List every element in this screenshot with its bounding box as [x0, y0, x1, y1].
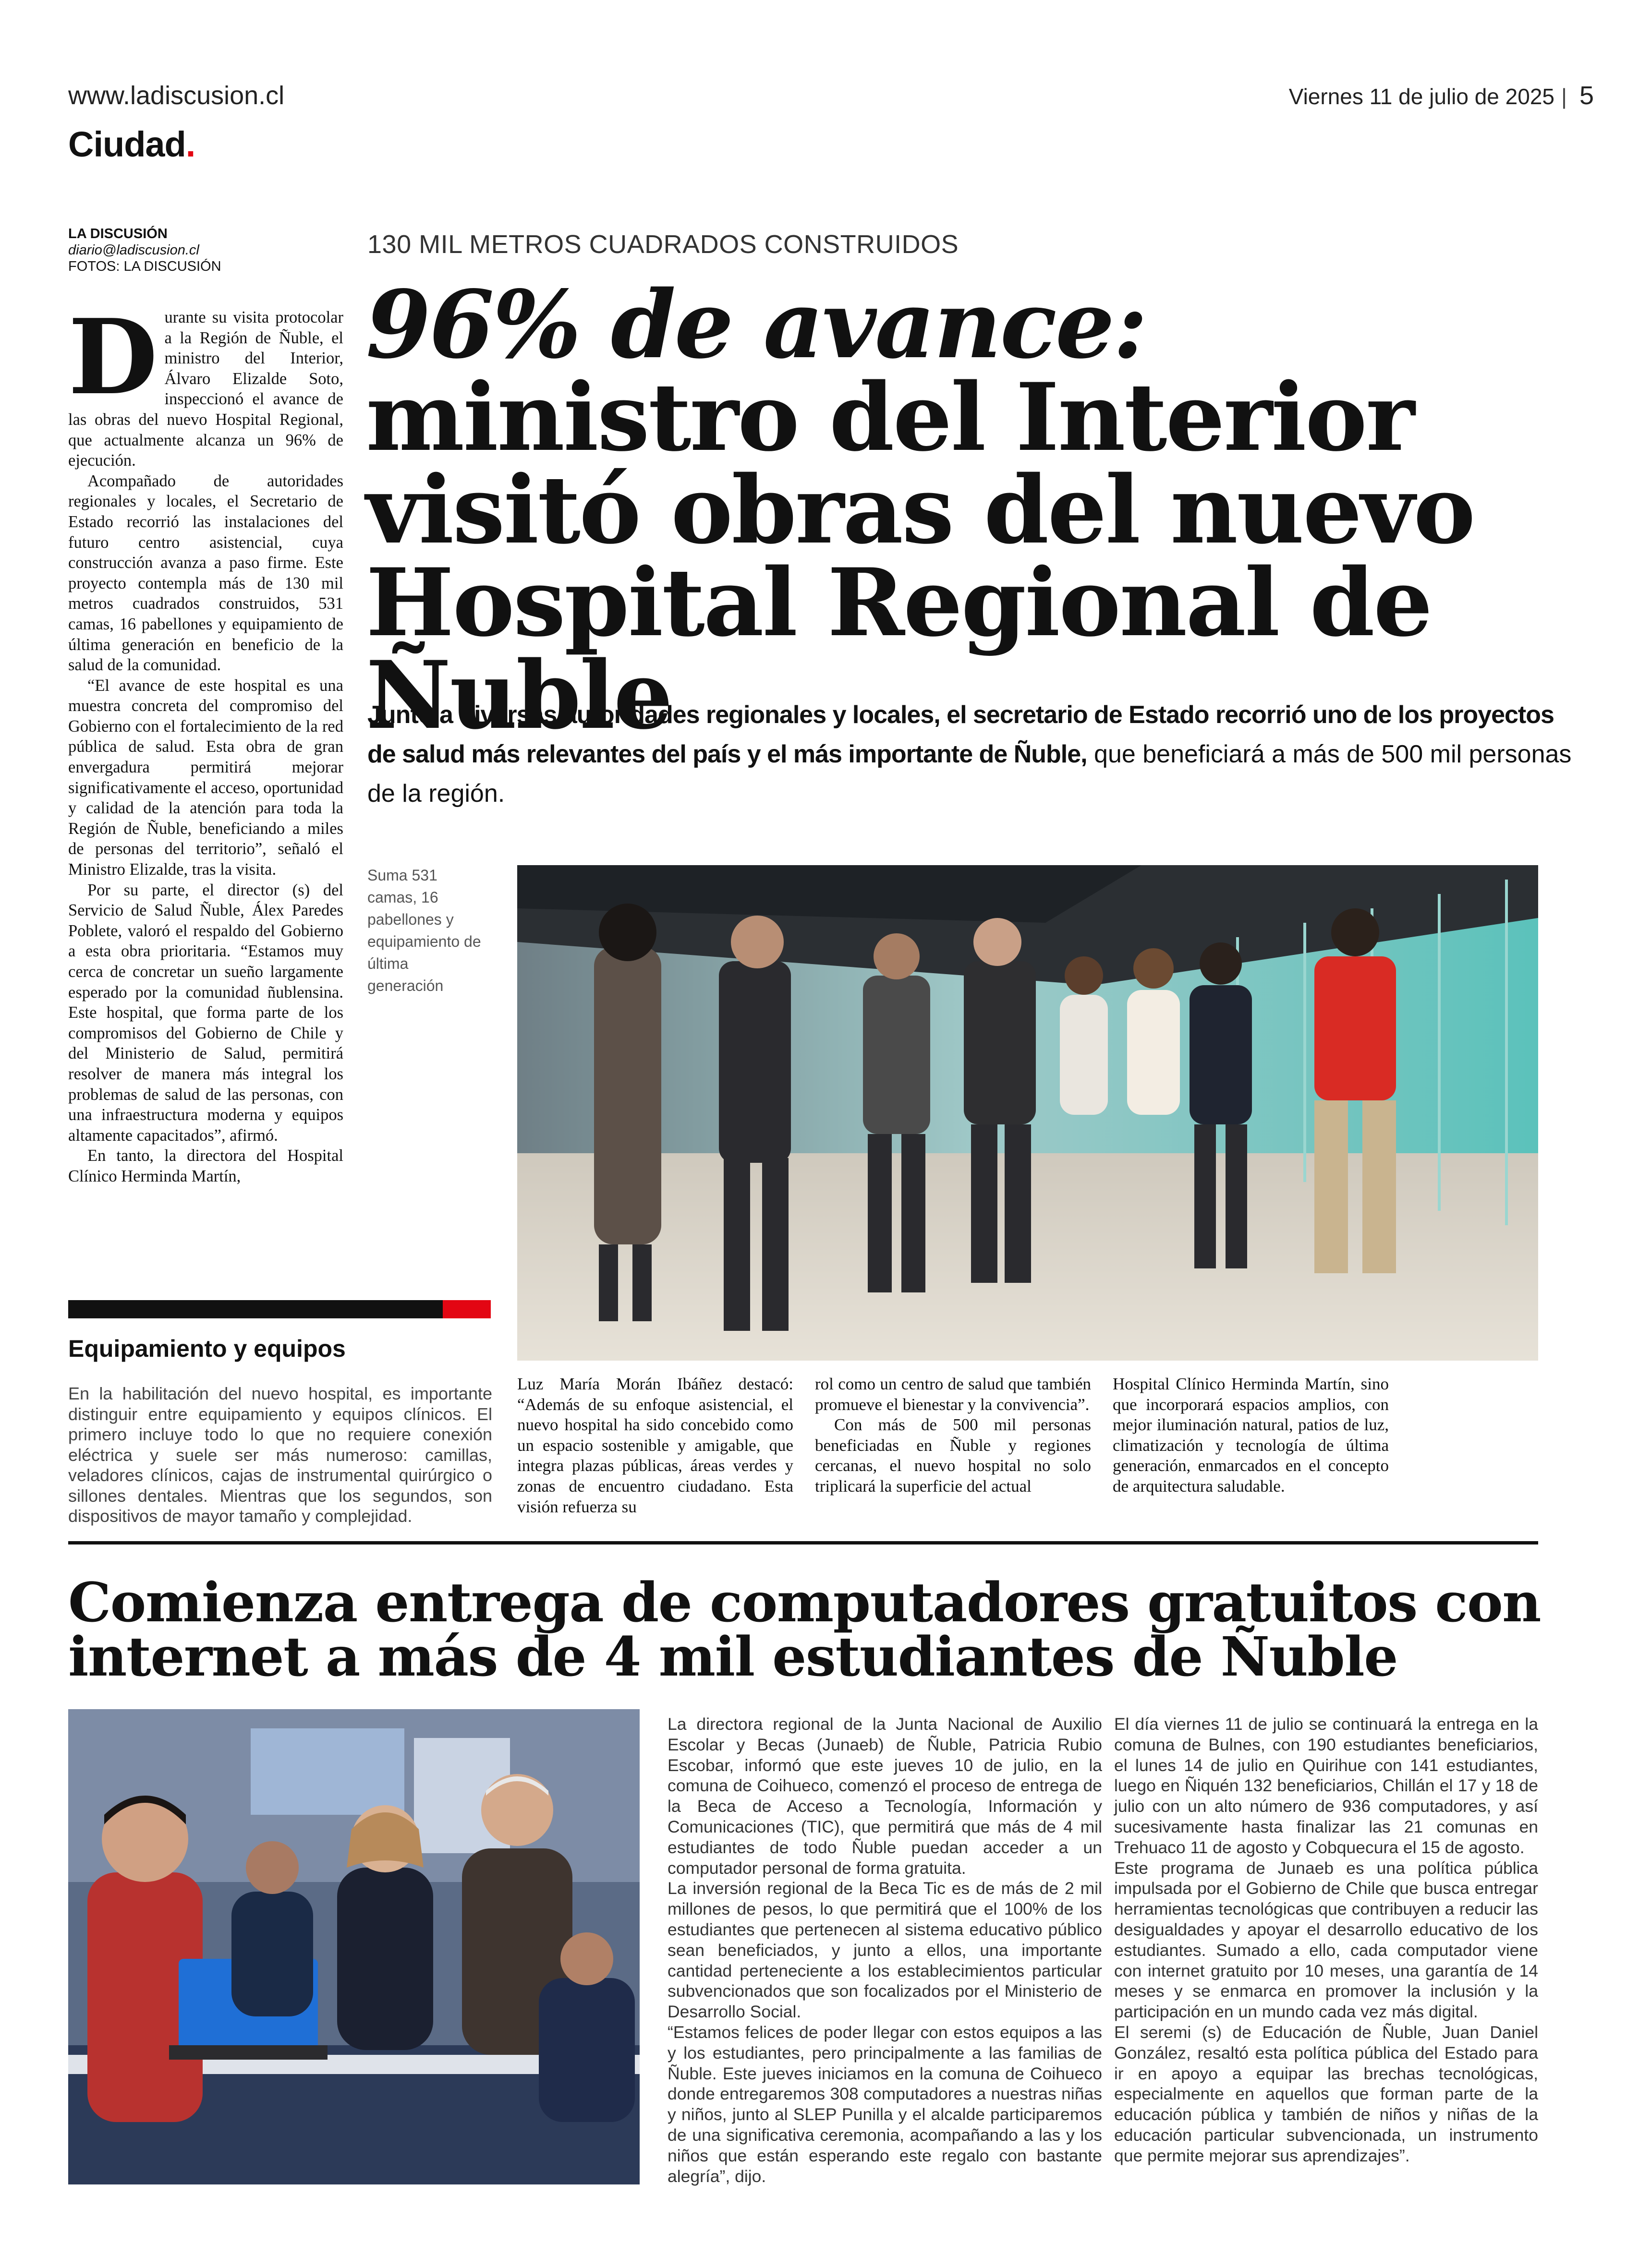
article2-paragraph: “Estamos felices de poder llegar con estos equipos a las y los estudiantes, pero principalmente a las familias de Ñuble. Este jueves iniciamos en la comuna de Coihueco donde entregaremos 308 computadores a nuestras niñas y niños, junto al SLEP Punilla y el alcalde participaremos de una significativa ceremonia, acompañando a las y los niños que están esperando este regalo con bastante alegría”, dijo. — [668, 2022, 1102, 2186]
dateline: Viernes 11 de julio de 2025 | 5 — [1288, 81, 1594, 110]
article-paragraph: “El avance de este hospital es una muestra concreta del compromiso del Gobierno con el fortalecimiento de la red pública de salud. Esta obra de gran envergadura permitirá mejorar significativamente el acceso, oportunidad y calidad de la atención para toda la Región de Ñuble, beneficiando a miles de personas del territorio”, señaló el Ministro Elizalde, tras la visita. — [68, 676, 343, 879]
lede-rest: que beneficiará a más de 500 mil personas de la región. — [367, 740, 1572, 808]
lede-bold: Junto a diversas autoridades regionales y locales, el secretario de Estado recorrió uno de los proyectos de salud más relevantes del país y el más importante de Ñuble, — [367, 701, 1554, 768]
article2-column-1 — [668, 1714, 1102, 2186]
article-body-left-column — [68, 296, 343, 1187]
article-lede — [367, 695, 1587, 813]
article-body-column-2 — [517, 1374, 793, 1517]
sidebar-rule-black — [68, 1300, 443, 1318]
article2-headline: Comienza entrega de computadores gratuitos con internet a más de 4 mil estudiantes de Ñuble — [68, 1571, 1541, 1689]
article2-paragraph: Este programa de Junaeb es una política pública impulsada por el Gobierno de Chile que busca entregar herramientas tecnológicas que contribuyen a reducir las desigualdades y apoyar el desarrollo educativo de los estudiantes. Sumado a ello, cada computador viene con internet gratuito por 10 meses, una garantía de 14 meses y se enmarca en promover la inclusión y la participación en un mundo cada vez más digital. — [1114, 1858, 1538, 2022]
article-divider — [68, 1541, 1538, 1544]
headline-rest: ministro del Interior visitó obras del nuevo Hospital Regional de Ñuble — [366, 362, 1474, 750]
byline — [68, 226, 221, 275]
article-paragraph: Hospital Clínico Herminda Martín, sino que incorporará espacios amplios, con mejor iluminación natural, patios de luz, climatización y tecnología de última generación, enmarcados en el concepto de arquitectura saludable. — [1113, 1375, 1389, 1496]
article-paragraph: En tanto, la directora del Hospital Clínico Herminda Martín, — [68, 1146, 343, 1185]
article-paragraph: Durante su visita protocolar a la Región de Ñuble, el ministro del Interior, Álvaro Elizalde Soto, inspeccionó el avance de las obras del nuevo Hospital Regional, que actualmente alcanza un 96% de ejecución. — [68, 296, 343, 470]
photo-caption: Suma 531 camas, 16 pabellones y equipamiento de última generación — [367, 867, 481, 994]
article-paragraph: Acompañado de autoridades regionales y locales, el Secretario de Estado recorrió las instalaciones del futuro centro asistencial, cuya construcción avanza a paso firme. Este proyecto contempla más de 130 mil metros cuadrados construidos, 531 camas, 16 pabellones y equipamiento de última generación en beneficio de la salud de la comunidad. — [68, 471, 343, 675]
headline-italic: 96% de avance: — [366, 270, 1146, 379]
section-dot: . — [185, 124, 195, 164]
laptop-delivery-photo — [68, 1709, 640, 2184]
article-paragraph: Con más de 500 mil personas beneficiadas en Ñuble y regiones cercanas, el nuevo hospital no solo triplicará la superficie del actual — [815, 1415, 1091, 1496]
article-body-column-4 — [1113, 1374, 1389, 1497]
sidebar-rule-red — [443, 1300, 491, 1318]
page-number: 5 — [1579, 81, 1594, 110]
article2-paragraph: La inversión regional de la Beca Tic es de más de 2 mil millones de pesos, lo que permitirá que el 100% de los estudiantes que pertenecen al sistema educativo público sean beneficiados, y junto a ellos, una importante cantidad perteneciente a los establecimientos particular subvencionados que son focalizados por el Ministerio de Desarrollo Social. — [668, 1879, 1102, 2022]
date-text: Viernes 11 de julio de 2025 — [1288, 84, 1554, 109]
section-title — [68, 124, 195, 165]
section-name: Ciudad — [68, 124, 186, 164]
byline-outlet: LA DISCUSIÓN — [68, 226, 168, 241]
article-kicker: 130 MIL METROS CUADRADOS CONSTRUIDOS — [367, 230, 959, 259]
article2-paragraph: El seremi (s) de Educación de Ñuble, Juan Daniel González, resaltó esta política pública del Estado para ir en apoyo a equipar las brechas tecnológicas, especialmente en aquellos que forman parte de la educación pública y también de niños y niñas de la educación particular subvencionada, un instrumento que permite mejorar sus aprendizajes”. — [1114, 2022, 1538, 2165]
byline-email: diario@ladiscusion.cl — [68, 242, 199, 258]
drop-cap: D — [68, 296, 158, 418]
article2-column-2 — [1114, 1714, 1538, 2166]
article-paragraph: Por su parte, el director (s) del Servicio de Salud Ñuble, Álex Paredes Poblete, valoró el respaldo del Gobierno a esta obra prioritaria. “Estamos muy cerca de concretar un sueño largamente esperado por la comunidad ñublensina. Este hospital, que forma parte de los compromisos del Gobierno de Chile y del Ministerio de Salud, permitirá resolver de manera más integral los problemas de salud de las personas, con una infraestructura moderna y equipos altamente capacitados”, afirmó. — [68, 881, 343, 1145]
article2-paragraph: El día viernes 11 de julio se continuará la entrega en la comuna de Bulnes, con 190 estudiantes beneficiarios, el lunes 14 de julio en Quirihue con 141 estudiantes, luego en Ñiquén 132 beneficiarios, Chillán el 17 y 18 de julio con un alto número de 936 computadores, y así sucesivamente hasta finalizar las 21 comunas en Trehuaco 11 de agosto y Cobquecura el 15 de agosto. — [1114, 1714, 1538, 1857]
hospital-visit-photo — [517, 865, 1538, 1361]
site-url: www.ladiscusion.cl — [68, 81, 285, 110]
article-paragraph: rol como un centro de salud que también promueve el bienestar y la convivencia”. — [815, 1375, 1091, 1414]
sidebar-body: En la habilitación del nuevo hospital, es importante distinguir entre equipamiento y equipos clínicos. El primero incluye todo lo que no requiere conexión eléctrica y suele ser más numeroso: camillas, veladores clínicos, cajas de instrumental quirúrgico o sillones dentales. Mientras que los segundos, son dispositivos de mayor tamaño y complejidad. — [68, 1384, 492, 1526]
article-body-column-3 — [815, 1374, 1091, 1497]
article2-paragraph: La directora regional de la Junta Nacional de Auxilio Escolar y Becas (Junaeb) de Ñuble, Patricia Rubio Escobar, informó que este jueves 10 de julio, en la comuna de Coihueco, comenzó el proceso de entrega de la Beca de Acceso a Tecnología, Información y Comunicaciones (TIC), que permitirá que más de 4 mil estudiantes de todo Ñuble puedan acceder a un computador personal de forma gratuita. — [668, 1714, 1102, 1878]
article-paragraph: Luz María Morán Ibáñez destacó: “Además de su enfoque asistencial, el nuevo hospital ha sido concebido como un espacio sostenible y amigable, que integra plazas públicas, áreas verdes y zonas de encuentro ciudadano. Esta visión refuerza su — [517, 1375, 793, 1516]
sidebar-title: Equipamiento y equipos — [68, 1335, 346, 1362]
byline-photos: FOTOS: LA DISCUSIÓN — [68, 259, 221, 274]
article-headline — [366, 270, 1595, 750]
